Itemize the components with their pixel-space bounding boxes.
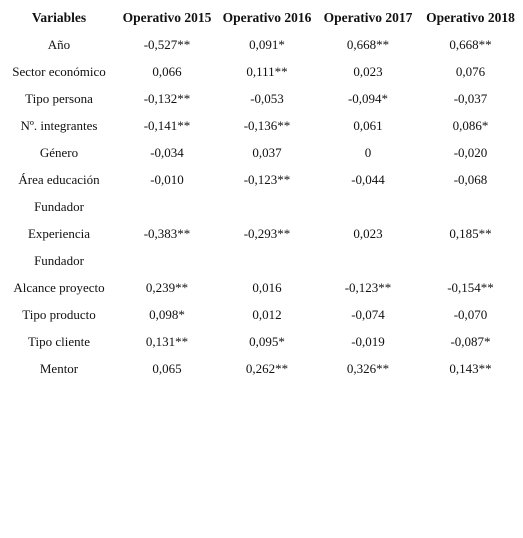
table-row — [0, 193, 523, 220]
cell-2017: -0,094* — [347, 90, 389, 106]
cell-2017: -0,074 — [351, 306, 385, 322]
cell-2017: 0,023 — [353, 225, 383, 241]
cell-2016: 0,091* — [249, 36, 285, 52]
header-operativo-2015: Operativo 2015 — [122, 9, 212, 25]
header-variables: Variables — [31, 9, 87, 25]
cell-variable: Tipo cliente — [28, 333, 90, 349]
cell-2015: -0,383** — [143, 225, 191, 241]
cell-variable: Alcance proyecto — [13, 279, 105, 295]
header-operativo-2016: Operativo 2016 — [222, 9, 312, 25]
header-operativo-2017: Operativo 2017 — [323, 9, 413, 25]
cell-variable: Nº. integrantes — [20, 117, 98, 133]
cell-2015: -0,527** — [143, 36, 191, 52]
cell-2017: -0,123** — [344, 279, 392, 295]
table-row — [0, 139, 523, 166]
cell-2015: -0,141** — [143, 117, 191, 133]
cell-2017: -0,019 — [351, 333, 385, 349]
table-row — [0, 166, 523, 193]
cell-2016: -0,123** — [243, 171, 291, 187]
cell-2017: 0,326** — [346, 360, 390, 376]
cell-2016: -0,293** — [243, 225, 291, 241]
table-row — [0, 112, 523, 139]
cell-2018: -0,154** — [447, 279, 494, 295]
cell-2016: 0,012 — [252, 306, 282, 322]
cell-2018: 0,143** — [449, 360, 492, 376]
cell-2015: 0,098* — [149, 306, 185, 322]
correlation-table — [0, 4, 523, 382]
table-row — [0, 274, 523, 301]
table-row — [0, 85, 523, 112]
cell-2016: 0,037 — [252, 144, 282, 160]
cell-variable: Tipo persona — [25, 90, 93, 106]
cell-2015: 0,131** — [145, 333, 189, 349]
cell-2018: 0,076 — [455, 63, 486, 79]
cell-2017: -0,044 — [351, 171, 385, 187]
table-row — [0, 58, 523, 85]
cell-2016: 0,262** — [245, 360, 289, 376]
cell-2018: 0,668** — [449, 36, 492, 52]
cell-2016: 0,016 — [252, 279, 282, 295]
table-row — [0, 301, 523, 328]
cell-2015: 0,066 — [152, 63, 182, 79]
cell-2016: 0,095* — [249, 333, 285, 349]
cell-2018: -0,070 — [453, 306, 488, 322]
cell-2015: -0,132** — [143, 90, 191, 106]
cell-variable: Género — [39, 144, 79, 160]
cell-variable: Área educación — [18, 171, 100, 187]
cell-2018: 0,185** — [449, 225, 492, 241]
cell-variable: Mentor — [39, 360, 79, 376]
cell-2016: -0,053 — [250, 90, 284, 106]
cell-2015: 0,065 — [152, 360, 182, 376]
cell-variable: Fundador — [34, 198, 84, 214]
table-row — [0, 220, 523, 247]
cell-variable: Sector económico — [12, 63, 106, 79]
cell-2016: 0,111** — [246, 63, 288, 79]
cell-variable: Fundador — [34, 252, 84, 268]
cell-2015: 0,239** — [145, 279, 189, 295]
cell-2017: 0,668** — [346, 36, 390, 52]
cell-2017: 0 — [364, 144, 372, 160]
cell-2016: -0,136** — [243, 117, 291, 133]
cell-2017: 0,061 — [353, 117, 383, 133]
table-body — [0, 31, 523, 382]
cell-2015: -0,010 — [150, 171, 184, 187]
cell-2018: -0,020 — [453, 144, 488, 160]
cell-2018: -0,037 — [453, 90, 488, 106]
table-header-row — [0, 4, 523, 31]
cell-2017: 0,023 — [353, 63, 383, 79]
table-row — [0, 31, 523, 58]
cell-2018: 0,086* — [452, 117, 489, 133]
cell-variable: Experiencia — [27, 225, 91, 241]
cell-2018: -0,068 — [453, 171, 488, 187]
table-row — [0, 247, 523, 274]
cell-2015: -0,034 — [150, 144, 184, 160]
table-row — [0, 328, 523, 355]
cell-2018: -0,087* — [450, 333, 491, 349]
header-operativo-2018: Operativo 2018 — [426, 9, 515, 25]
cell-variable: Tipo producto — [22, 306, 96, 322]
cell-variable: Año — [47, 36, 71, 52]
table-row — [0, 355, 523, 382]
